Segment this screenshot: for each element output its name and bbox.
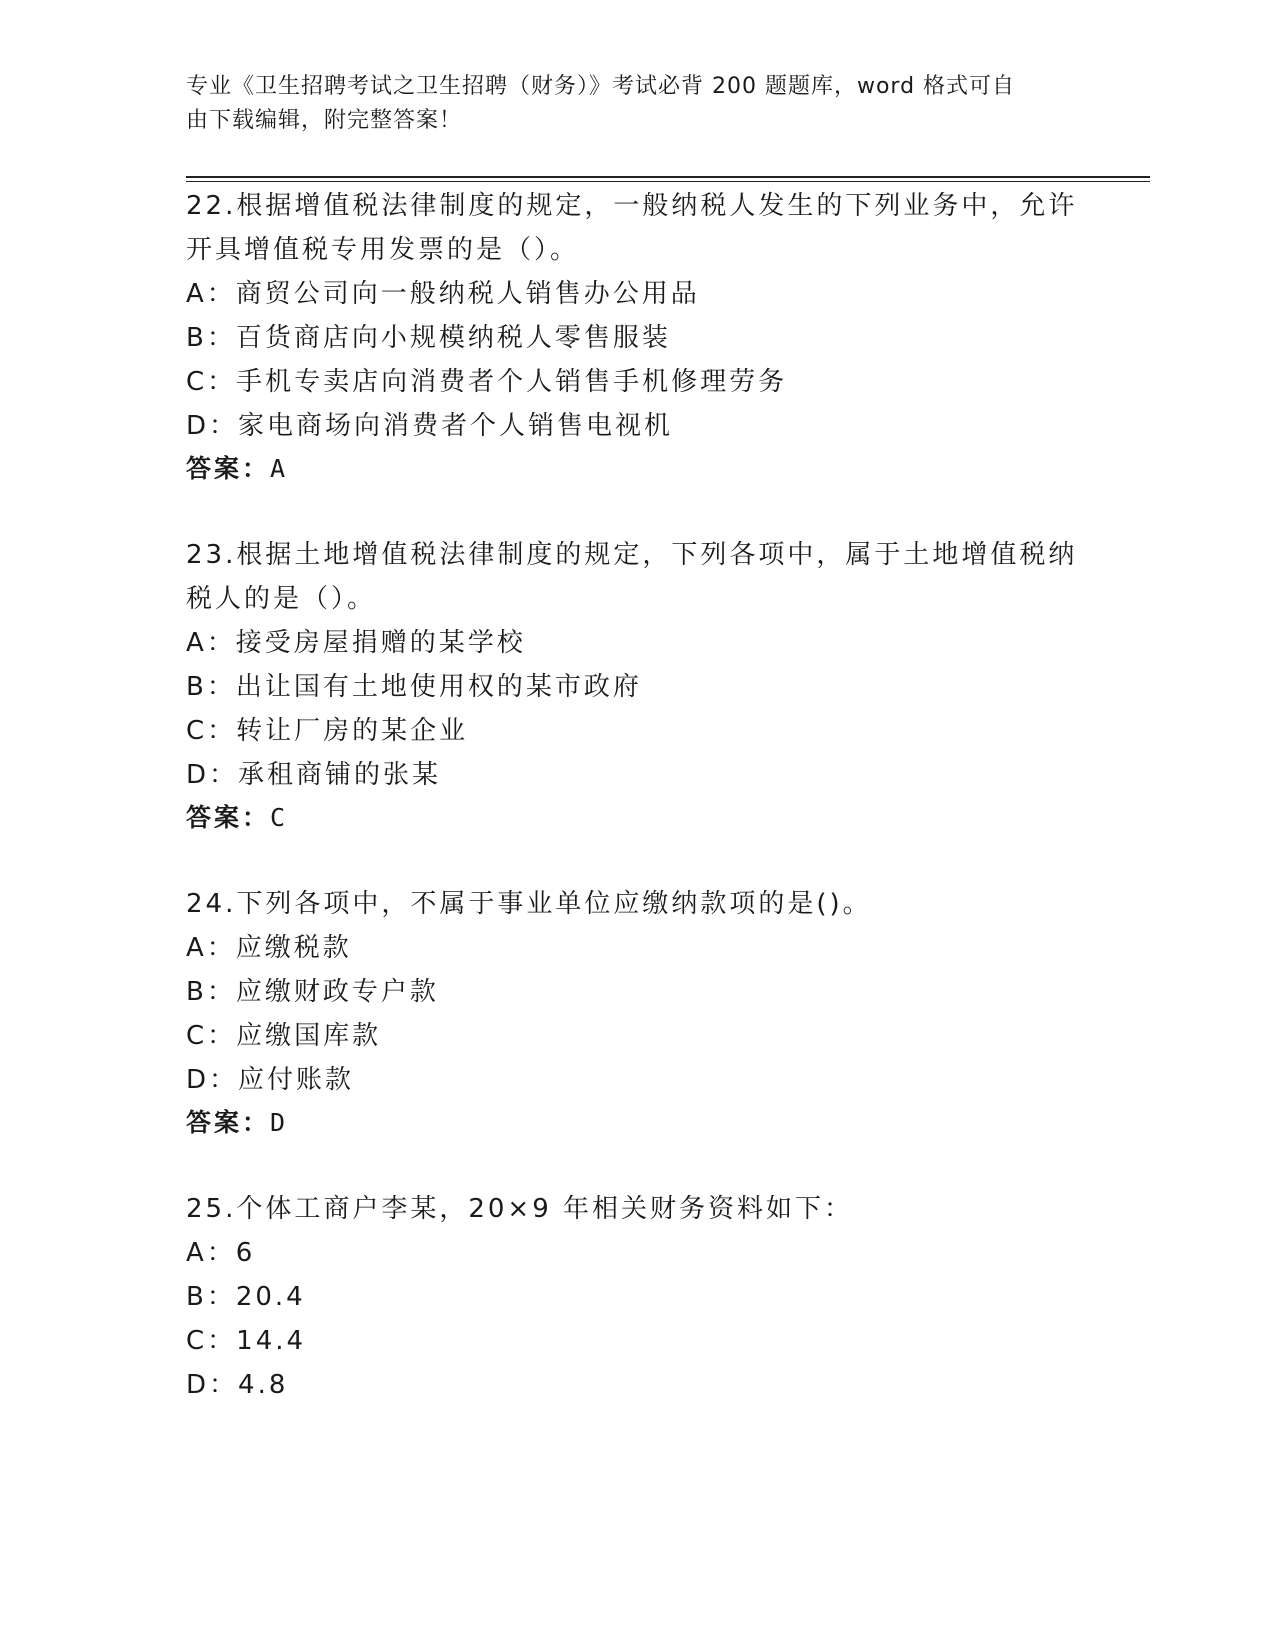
answer-value: C [270, 803, 287, 832]
document-header [186, 70, 1086, 138]
question-23-stem-line-1: 23.根据土地增值税法律制度的规定，下列各项中，属于土地增值税纳 [186, 540, 1078, 570]
question-23-stem-line-2: 税人的是（）。 [186, 584, 377, 614]
question-24-option-d: D：应付账款 [186, 1065, 355, 1095]
question-23-option-b: B：出让国有土地使用权的某市政府 [186, 672, 642, 702]
question-24-option-b: B：应缴财政专户款 [186, 977, 439, 1007]
question-25-option-c: C：14.4 [186, 1326, 307, 1356]
answer-value: A [270, 454, 287, 483]
answer-label: 答案： [186, 454, 271, 483]
question-25-option-d: D：4.8 [186, 1370, 289, 1400]
question-23-option-d: D：承租商铺的张某 [186, 760, 442, 790]
question-24-answer [186, 1103, 286, 1143]
answer-label: 答案： [186, 803, 271, 832]
header-divider-thin [186, 181, 1150, 182]
question-22-option-d: D：家电商场向消费者个人销售电视机 [186, 411, 674, 441]
question-22-option-a: A：商贸公司向一般纳税人销售办公用品 [186, 279, 700, 309]
question-22-option-b: B：百货商店向小规模纳税人零售服装 [186, 323, 671, 353]
answer-label: 答案： [186, 1108, 271, 1137]
question-24-option-c: C：应缴国库款 [186, 1021, 382, 1051]
header-line-1: 专业《卫生招聘考试之卫生招聘（财务）》考试必背 200 题题库，word 格式可自 [186, 74, 1016, 99]
question-22-stem-line-2: 开具增值税专用发票的是（）。 [186, 235, 580, 265]
question-24-option-a: A：应缴税款 [186, 933, 352, 963]
question-23-answer [186, 798, 286, 838]
question-25-option-b: B：20.4 [186, 1282, 306, 1312]
answer-value: D [270, 1108, 287, 1137]
question-22-answer [186, 449, 286, 489]
question-24-stem-line-1: 24.下列各项中，不属于事业单位应缴纳款项的是()。 [186, 889, 872, 919]
question-23-option-a: A：接受房屋捐赠的某学校 [186, 628, 526, 658]
question-25-stem-line-1: 25.个体工商户李某，20×9 年相关财务资料如下： [186, 1194, 854, 1224]
question-22-stem-line-1: 22.根据增值税法律制度的规定，一般纳税人发生的下列业务中，允许 [186, 191, 1078, 221]
header-line-2: 由下载编辑，附完整答案！ [186, 108, 463, 133]
header-divider [186, 176, 1150, 178]
question-23-option-c: C：转让厂房的某企业 [186, 716, 469, 746]
question-25-option-a: A：6 [186, 1238, 256, 1268]
question-22-option-c: C：手机专卖店向消费者个人销售手机修理劳务 [186, 367, 788, 397]
